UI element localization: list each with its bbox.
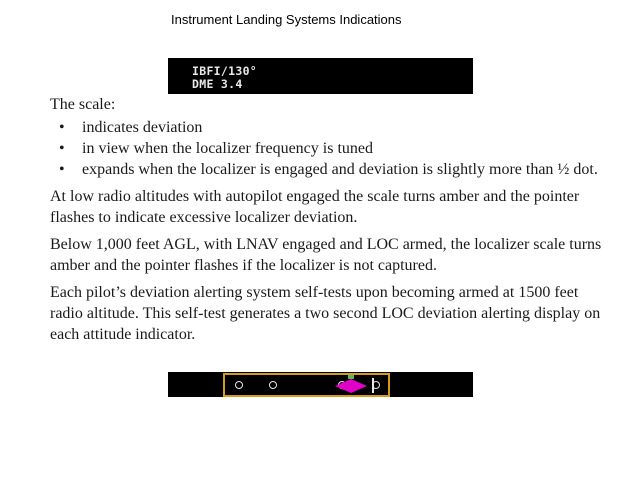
localizer-pointer-icon xyxy=(333,375,369,397)
list-item xyxy=(50,117,610,138)
slide-title: Instrument Landing Systems Indications xyxy=(171,12,402,27)
ils-readout-display xyxy=(168,58,473,94)
bullet-marker: • xyxy=(59,161,65,178)
dme-distance: DME 3.4 xyxy=(192,77,243,91)
bullet-marker: • xyxy=(59,119,65,136)
scale-intro: The scale: xyxy=(50,96,116,113)
localizer-scale-amber xyxy=(223,373,390,397)
paragraph-below-1000: Below 1,000 feet AGL, with LNAV engaged and LOC armed, the localizer scale turns amber and the pointer flashes if the localizer is not captured. xyxy=(50,236,602,274)
scale-dot xyxy=(269,381,277,389)
paragraph-low-altitude: At low radio altitudes with autopilot engaged the scale turns amber and the pointer flashes to indicate excessive localizer deviation. xyxy=(50,188,580,226)
list-item xyxy=(50,159,610,180)
body-text xyxy=(50,94,610,345)
paragraph-self-test: Each pilot’s deviation alerting system self-tests upon becoming armed at 1500 feet radio altitude. This self-test generates a two second LOC deviation alerting display on each attitude indicator. xyxy=(50,284,601,343)
scale-dot xyxy=(235,381,243,389)
bullet-text: in view when the localizer frequency is tuned xyxy=(82,140,373,157)
scale-dot xyxy=(372,381,380,389)
bullet-text: indicates deviation xyxy=(82,119,203,136)
scale-bullet-list xyxy=(50,117,610,180)
bullet-text: expands when the localizer is engaged and deviation is slightly more than ½ dot. xyxy=(82,161,598,178)
list-item xyxy=(50,138,610,159)
bullet-marker: • xyxy=(59,140,65,157)
localizer-deviation-display xyxy=(168,372,473,397)
localizer-ident-course: IBFI/130° xyxy=(192,64,258,78)
